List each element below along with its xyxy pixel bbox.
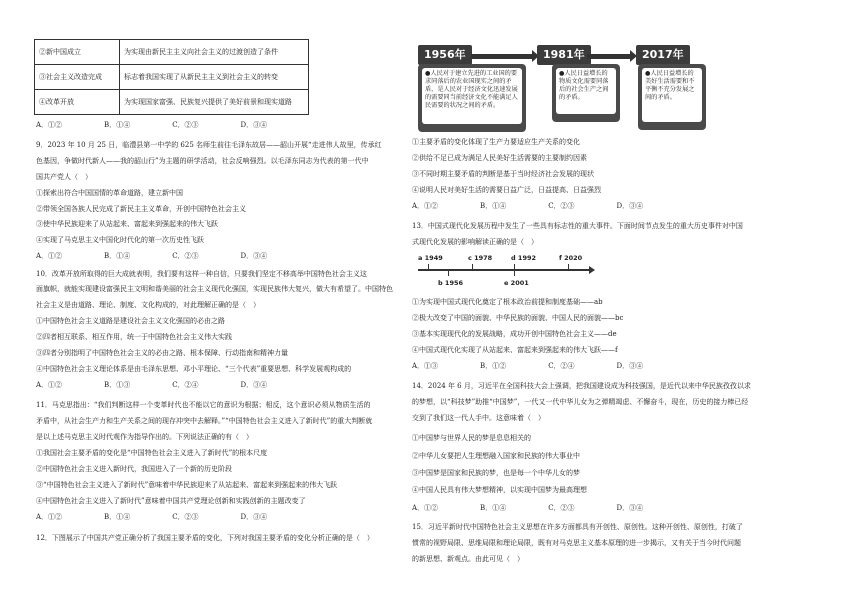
tick-f: [568, 264, 569, 270]
q12-option: ④说明人民对美好生活的需要日益广泛，日益提高、日益强烈: [412, 186, 601, 194]
q14-stem: 14．2024 年 6 月，习近平在全国科技大会上强调，把我国建设成为科技强国，是近代以来中华民族孜孜以求: [412, 382, 751, 390]
q14-stem: 交到了我们这一代人手中。这意味着（ ）: [412, 414, 545, 422]
q15-stem: 惯常的视野局限、思维局限和理论局限，既有对马克思主义基本原理的进一步揭示，又有关于当今时代问题: [412, 539, 741, 547]
q15-stem: 的新思想、新观点。由此可见（ ）: [412, 555, 524, 563]
q11-option: ③“中国特色社会主义进入了新时代”意味着中华民族迎来了从站起来、富起来到强起来的伟大飞跃: [36, 481, 338, 489]
q12-stem: 12．下图展示了中国共产党正确分析了我国主要矛盾的变化，下列对我国主要矛盾的变化分析正确的是（ ）: [36, 534, 374, 542]
tick-label: c 1978: [468, 254, 493, 262]
q9-option: ②带领全国各族人民完成了新民主主义革命，开创中国特色社会主义: [36, 205, 246, 213]
q14-option: ②中华儿女要把人生理想融入国家和民族的伟大事业中: [412, 452, 580, 460]
tick-label: f 2020: [559, 254, 583, 262]
q14-stem: 的梦想，以“科技梦”助推“中国梦”，一代又一代中华儿女为之弹精竭虑、不懈奋斗，现在，历史的接力棒已经: [412, 398, 749, 406]
contradiction-box: [638, 64, 706, 130]
q10-choices: A．①② B．①③ C．②④ D．③④: [36, 381, 268, 389]
tick-c: [472, 264, 473, 270]
timeline-arrow: [471, 54, 533, 59]
answer-table: [34, 39, 309, 115]
tick-e: [514, 270, 515, 276]
q11-option: ④中国特色社会主义进入了新时代”意味着中国共产党理论创新和实践创新的主题改变了: [36, 497, 306, 505]
q11-stem: 是以上述马克思主义时代观作为指导作出的。下列说法正确的有（ ）: [36, 433, 253, 441]
table-cell: ④改革开放: [35, 90, 120, 115]
table-row: [35, 65, 309, 90]
contradiction-text: ●人民对于建立先进的工业国的要求同落后的农业国现实之间的矛盾，是人民对于经济文化迅速发展的需要同当前经济文化不能满足人民需要的状况之间的矛盾。: [422, 68, 522, 124]
q14-option: ③中国梦是国家和民族的梦，也是每一个中华儿女的梦: [412, 469, 580, 477]
tick-a: [428, 264, 429, 270]
contradiction-box: [418, 64, 526, 132]
table-cell: ②新中国成立: [35, 40, 120, 65]
q11-option: ①我国社会主要矛盾的变化是“中国特色社会主义进入了新时代”的根本尺度: [36, 449, 268, 457]
q11-option: ②中国特色社会主义进入新时代，我国进入了一个新的历史阶段: [36, 465, 232, 473]
q10-option: ②四者相互联系、相互作用，统一于中国特色社会主义伟大实践: [36, 333, 232, 341]
timeline-arrow: [587, 54, 631, 59]
q12-option: ③不同时期主要矛盾的判断是基于当时经济社会发展的现状: [412, 170, 594, 178]
q10-option: ③四者分别指明了中国特色社会主义的必由之路、根本保障、行动指南和精神力量: [36, 349, 288, 357]
q13-stem: 式现代化发展的影响解读正确的是（ ）: [412, 238, 538, 246]
q10-option: ④中国特色社会主义理论体系是由毛泽东思想、邓小平理论、“三个代表”重要思想、科学发展观构成的: [36, 365, 352, 373]
q10-stem: 10．改革开放所取得的巨大成就表明，我们要有这样一种自信，只要我们坚定不移高举中国特色社会主义这: [36, 270, 367, 278]
q12-option: ②供给不足已成为满足人民美好生活需要的主要制约因素: [412, 154, 587, 162]
q13-choices: A．①③ B．①② C．②④ D．③④: [412, 362, 644, 370]
q9-option: ①探索出符合中国国情的革命道路，建立新中国: [36, 189, 183, 197]
q9-stem: 9．2023 年 10 月 25 日，临澧县第一中学的 625 名师生前往毛泽东故居——韶山开展“走进伟人故里，传承红: [36, 141, 382, 149]
q15-stem: 15．习近平新时代中国特色社会主义思想在许多方面都具有开创性、原创性。这种开创性、原创性，打破了: [412, 523, 743, 531]
contradiction-box: [552, 64, 620, 122]
table-row: [35, 40, 309, 65]
table-row: [35, 90, 309, 115]
q14-choices: A．①② B．①④ C．②③ D．③④: [412, 504, 644, 512]
q13-option: ②极大改变了中国的面貌、中华民族的面貌、中国人民的面貌——bc: [412, 314, 624, 322]
q9-stem: 国共产党人（ ）: [36, 173, 92, 181]
q9-stem: 色基因，争做时代新人——我的韶山行”为主题的研学活动，社会反响强烈。以毛泽东同志为代表的第一代中: [36, 157, 369, 165]
q8-options: A．①② B．①④ C．②③ D．③④: [36, 121, 268, 129]
q11-stem: 11．马克思指出：“我们判断这样一个变革时代也不能以它的意识为根据；相反，这个意识必须从物质生活的: [36, 401, 371, 409]
tick-label: e 2001: [504, 279, 529, 287]
q9-option: ③使中华民族迎来了从站起来、富起来到强起来的伟大飞跃: [36, 220, 218, 228]
table-cell: 为实现国家富强、民族复兴提供了美好前景和现实道路: [120, 90, 309, 115]
q13-stem: 13．中国式现代化发展历程中发生了一些具有标志性的重大事件。下面时间节点发生的重大历史事件对中国: [412, 222, 743, 230]
q10-stem: 面旗帜，就能实现建设富强民主文明和谐美丽的社会主义现代化强国，实现民族伟大复兴，做大有希望了。中国特色: [36, 285, 393, 293]
q11-stem: 矛盾中，从社会生产力和生产关系之间的现存冲突中去解释。”“中国特色社会主义进入了新时代”的重大判断就: [36, 417, 373, 425]
contradiction-text: ●人民日益增长的物质文化需要同落后的社会生产之间的矛盾。: [556, 68, 616, 114]
q12-option: ①主要矛盾的变化体现了生产力要适应生产关系的变化: [412, 138, 580, 146]
q13-option: ④中国式现代化实现了从站起来、富起来到强起来的伟大飞跃——f: [412, 346, 618, 354]
q10-option: ①中国特色社会主义道路是建设社会主义文化强国的必由之路: [36, 317, 225, 325]
q12-choices: A．①② B．①④ C．②③ D．③④: [412, 202, 644, 210]
tick-b: [448, 270, 449, 276]
table-cell: 标志着我国实现了从新民主主义到社会主义的转变: [120, 65, 309, 90]
q11-choices: A．①② B．①④ C．②③ D．③④: [36, 513, 268, 521]
table-cell: ③社会主义改造完成: [35, 65, 120, 90]
year-label: 2017年: [636, 45, 690, 65]
contradiction-text: ●人民日益增长的美好生活需要和不平衡不充分发展之间的矛盾。: [642, 68, 702, 122]
tick-label: a 1949: [418, 254, 443, 262]
q10-stem: 社会主义是由道路、理论、制度、文化构成的，对此理解正确的是（ ）: [36, 301, 260, 309]
year-label: 1956年: [418, 45, 472, 65]
tick-label: d 1992: [511, 254, 537, 262]
tick-label: b 1956: [438, 279, 464, 287]
q9-choices: A．①② B．①④ C．②③ D．③④: [36, 252, 268, 260]
year-label: 1981年: [537, 45, 591, 65]
q13-option: ①为实现中国式现代化奠定了根本政治前提和制度基础——ab: [412, 298, 603, 306]
timeline-axis: [418, 269, 590, 271]
q14-option: ④中国人民具有伟大梦想精神，以实现中国梦为最高理想: [412, 486, 587, 494]
q13-option: ③基本实现现代化的发展战略，成功开创中国特色社会主义——de: [412, 330, 617, 338]
table-cell: 为实现由新民主主义向社会主义的过渡创造了条件: [120, 40, 309, 65]
q14-option: ①中国梦与世界人民的梦是息息相关的: [412, 434, 531, 442]
q9-option: ④实现了马克思主义中国化时代化的第一次历史性飞跃: [36, 236, 204, 244]
